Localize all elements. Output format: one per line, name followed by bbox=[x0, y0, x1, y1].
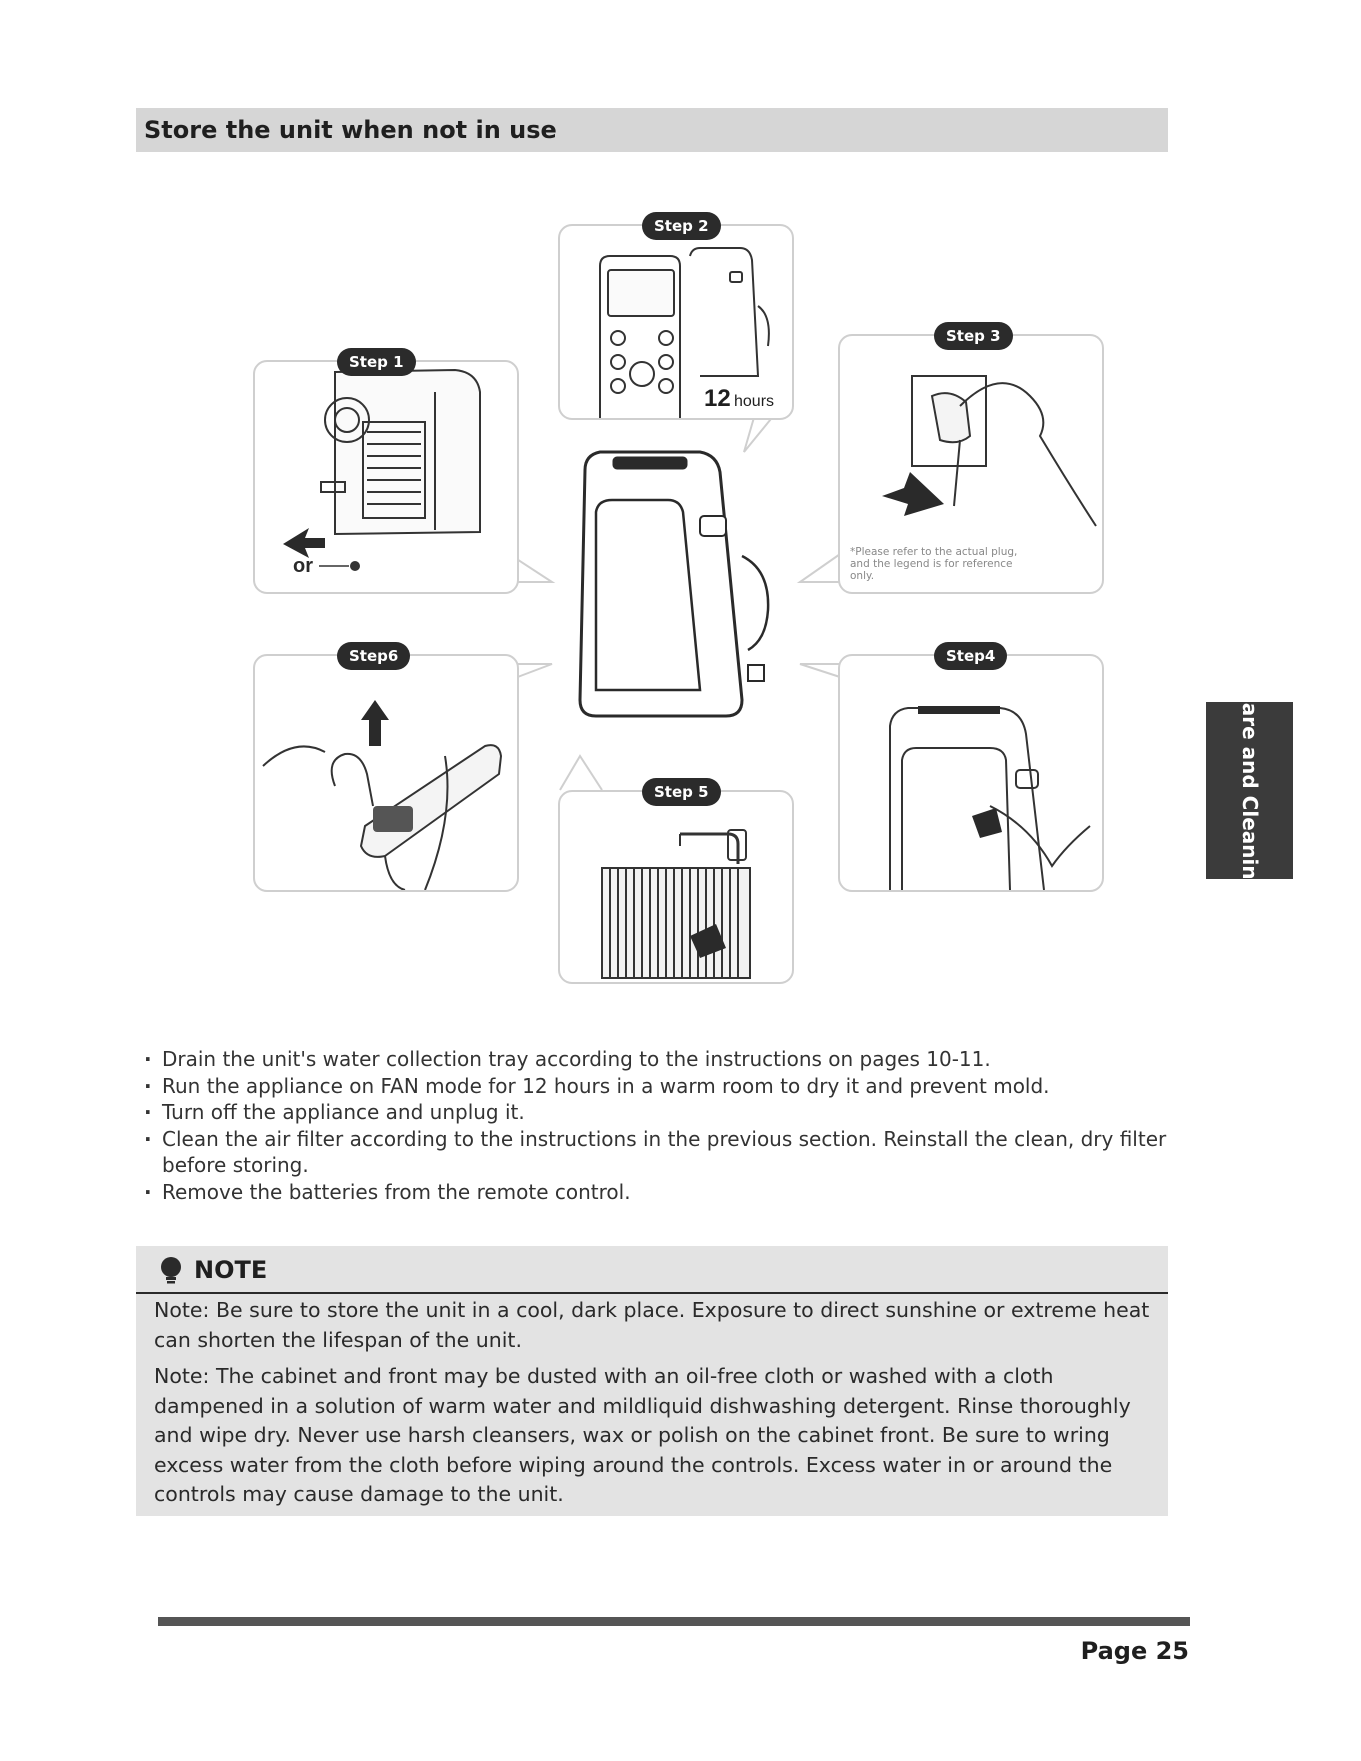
step6-badge: Step6 bbox=[337, 642, 410, 670]
lightbulb-icon bbox=[158, 1256, 184, 1286]
cloth-icon bbox=[972, 808, 1002, 838]
step5-badge: Step 5 bbox=[642, 778, 721, 806]
step3-panel bbox=[838, 327, 1104, 594]
note-header bbox=[136, 1246, 1168, 1294]
footer-rule bbox=[158, 1617, 1190, 1626]
instruction-item: · Drain the unit's water collection tray according to the instructions on pages 10-11. bbox=[140, 1046, 1180, 1073]
step5-illustration bbox=[560, 792, 792, 982]
section-title: Store the unit when not in use bbox=[144, 116, 557, 144]
step6-panel bbox=[253, 647, 519, 892]
step4-panel bbox=[838, 647, 1104, 892]
step3-badge: Step 3 bbox=[934, 322, 1013, 350]
note-paragraph-1: Note: Be sure to store the unit in a cool, dark place. Exposure to direct sunshine or extreme heat can shorten the lifespan of the unit. bbox=[154, 1298, 1150, 1352]
instruction-item: · Remove the batteries from the remote control. bbox=[140, 1179, 1180, 1206]
note-title: NOTE bbox=[194, 1256, 268, 1284]
step6-illustration bbox=[255, 656, 517, 890]
instruction-item: · Clean the air filter according to the instructions in the previous section. Reinstall the clean, dry filter before storing. bbox=[140, 1126, 1180, 1179]
step1-illustration bbox=[255, 362, 517, 592]
arrow-left-icon bbox=[283, 528, 325, 558]
step2-hours-number: 12 bbox=[704, 385, 731, 412]
arrow-pull-icon bbox=[882, 472, 944, 516]
side-tab-label: Care and Cleaning bbox=[1237, 687, 1262, 894]
pointer-step3 bbox=[800, 552, 843, 582]
instruction-item: · Turn off the appliance and unplug it. bbox=[140, 1099, 1180, 1126]
step2-badge: Step 2 bbox=[642, 212, 721, 240]
step1-badge: Step 1 bbox=[337, 348, 416, 376]
page-number: Page 25 bbox=[1080, 1637, 1189, 1665]
step4-badge: Step4 bbox=[934, 642, 1007, 670]
step4-illustration bbox=[840, 656, 1102, 890]
step5-panel bbox=[558, 783, 794, 984]
step2-illustration bbox=[560, 226, 792, 418]
pointer-step6 bbox=[515, 664, 552, 678]
pointer-step4 bbox=[800, 664, 843, 678]
arrow-up-icon bbox=[361, 700, 389, 746]
step1-or-text: or bbox=[293, 555, 313, 577]
step2-hours-unit: hours bbox=[734, 393, 775, 410]
step1-panel bbox=[253, 353, 519, 594]
note-box bbox=[136, 1246, 1168, 1516]
step2-panel bbox=[558, 217, 794, 420]
battery-icon bbox=[373, 806, 413, 832]
ac-unit-drawing bbox=[580, 452, 768, 716]
note-paragraph-2: Note: The cabinet and front may be dusted with an oil-free cloth or washed with a cloth dampened in a solution of warm water and mildliquid dishwashing detergent. Rinse thoroughly and wipe dry. Never use harsh cleansers, wax or polish on the cabinet front. Be sure to wring excess water from the cloth before wiping around the controls. Excess water in or around the controls may cause damage to the unit. bbox=[154, 1364, 1131, 1506]
step3-note: *Please refer to the actual plug, and the legend is for reference only. bbox=[850, 546, 1018, 582]
instruction-list bbox=[140, 1046, 1180, 1205]
pointer-step5 bbox=[560, 756, 602, 790]
side-tab bbox=[1206, 687, 1293, 894]
instruction-item: · Run the appliance on FAN mode for 12 hours in a warm room to dry it and prevent mold. bbox=[140, 1073, 1180, 1100]
plug-cap-icon bbox=[350, 561, 360, 571]
